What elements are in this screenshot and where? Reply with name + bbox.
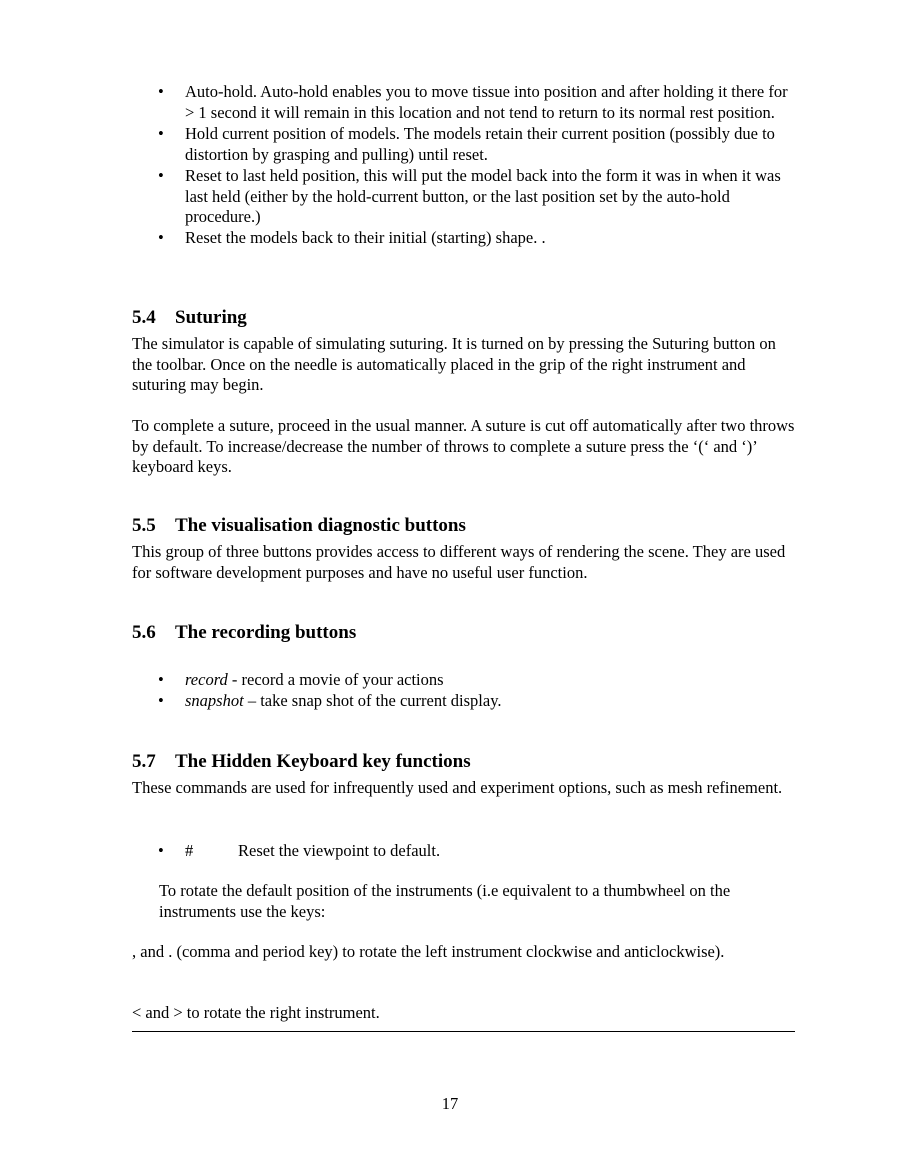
hidden-keys-bullet-list	[132, 841, 797, 862]
section-title: Suturing	[175, 307, 247, 328]
section-5-6-heading	[132, 621, 356, 645]
section-title: The recording buttons	[175, 622, 357, 643]
suturing-paragraph-1: The simulator is capable of simulating suturing. It is turned on by pressing the Suturing button on the toolbar. Once on the needle is automatically placed in the grip of the right instrument and suturing may begin.	[132, 334, 776, 395]
suturing-paragraph-2: To complete a suture, proceed in the usual manner. A suture is cut off automatically after two throws by default. To increase/decrease the number of throws to complete a suture press the ‘(‘ and ‘)’ keyboard keys.	[132, 416, 795, 477]
bullet-record	[132, 670, 797, 691]
snapshot-term: snapshot	[185, 691, 244, 711]
bullet-auto-hold: • Auto-hold. Auto-hold enables you to move tissue into position and after holding it there for > 1 second it will remain in this location and not tend to return to its normal rest position.	[132, 82, 797, 123]
snapshot-desc: – take snap shot of the current display.	[243, 691, 502, 711]
hash-key-label: #	[185, 841, 194, 860]
bullet-reset-initial: • Reset the models back to their initial (starting) shape. .	[132, 228, 797, 249]
comma-period-paragraph: , and . (comma and period key) to rotate the left instrument clockwise and anticlockwise).	[132, 942, 725, 961]
bullet-snapshot	[132, 691, 797, 712]
section-title: The Hidden Keyboard key functions	[175, 751, 471, 772]
hash-key-desc: Reset the viewpoint to default.	[238, 841, 441, 860]
top-bullet-list	[132, 82, 797, 250]
section-number: 5.4	[132, 307, 156, 328]
bullet-hold-current: • Hold current position of models. The models retain their current position (possibly due to distortion by grasping and pulling) until reset.	[132, 124, 797, 165]
section-number: 5.5	[132, 515, 156, 536]
rotate-instruments-paragraph: To rotate the default position of the instruments (i.e equivalent to a thumbwheel on the instruments use the keys:	[159, 881, 731, 921]
bullet-reset-last-held: • Reset to last held position, this will put the model back into the form it was in when it was last held (either by the hold-current button, or the last position set by the auto-hold procedure.)	[132, 166, 797, 228]
section-title: The visualisation diagnostic buttons	[175, 515, 466, 536]
section-number: 5.6	[132, 622, 156, 643]
section-number: 5.7	[132, 751, 156, 772]
hidden-keys-intro-paragraph: These commands are used for infrequently used and experiment options, such as mesh refinement.	[132, 778, 783, 797]
bullet-hash-key	[132, 841, 797, 862]
footer-rule	[132, 1031, 795, 1032]
section-5-4-heading	[132, 306, 247, 330]
record-term: record	[185, 670, 228, 689]
angle-brackets-paragraph: < and > to rotate the right instrument.	[132, 1003, 380, 1022]
recording-bullet-list	[132, 670, 797, 712]
record-desc: - record a movie of your actions	[227, 670, 444, 689]
page-number: 17	[441, 1094, 459, 1113]
visualisation-paragraph: This group of three buttons provides access to different ways of rendering the scene. They are used for software development purposes and have no useful user function.	[132, 542, 786, 582]
section-5-5-heading	[132, 514, 466, 538]
section-5-7-heading	[132, 750, 471, 774]
